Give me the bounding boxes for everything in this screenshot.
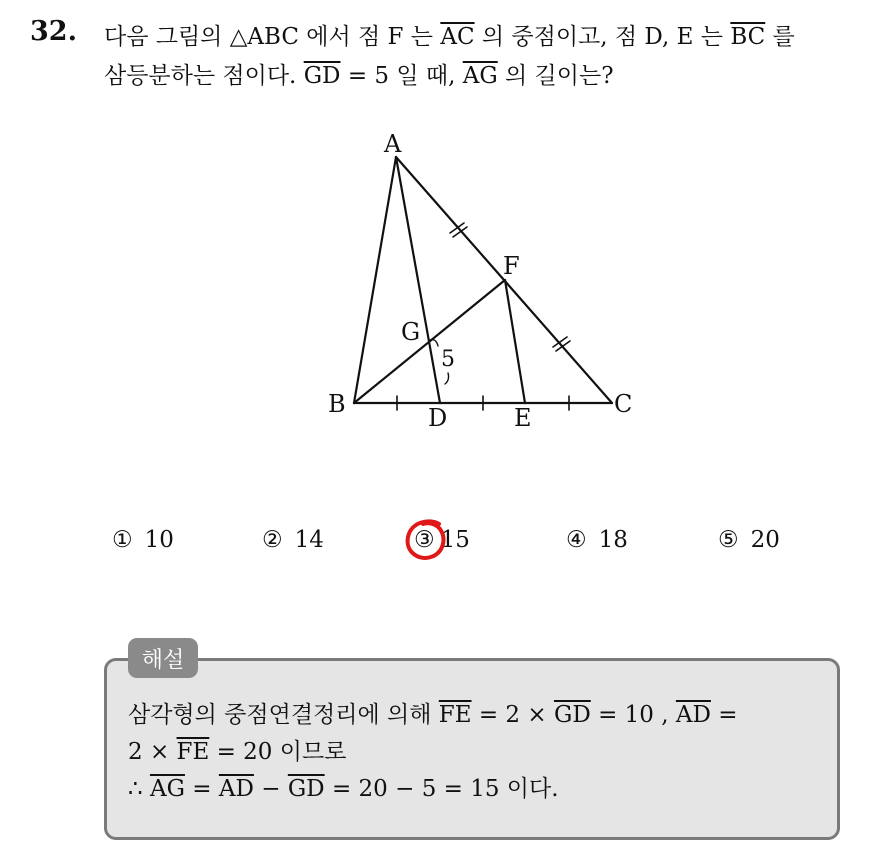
segment-fe: $\overline{FE}$ — [438, 702, 472, 728]
question-number: 32. — [30, 16, 77, 47]
choice-number: ② — [262, 527, 283, 553]
segment-ag: $\overline{AG}$ — [149, 776, 185, 802]
solution-tag: 해설 — [128, 638, 198, 678]
choice-2[interactable] — [262, 527, 324, 553]
choice-1[interactable] — [112, 527, 174, 553]
choice-number: ① — [112, 527, 133, 553]
text-span: 삼등분하는 점이다. — [104, 63, 304, 89]
label-g: G — [401, 318, 421, 346]
choice-value: 15 — [440, 527, 470, 553]
solution-line-2 — [128, 734, 828, 771]
length-brace — [445, 373, 449, 384]
text-span: = 5 일 때, — [340, 63, 463, 89]
text-span: 의 길이는? — [497, 63, 614, 89]
label-f: F — [503, 252, 520, 280]
label-a: A — [384, 130, 402, 158]
segment-ad: $\overline{AD}$ — [218, 776, 254, 802]
segment-ag: $\overline{AG}$ — [462, 63, 498, 89]
segment-ad: $\overline{AD}$ — [675, 702, 711, 728]
text-span: − — [253, 776, 288, 802]
segment-gd: $\overline{GD}$ — [553, 702, 591, 728]
text-span: 에서 점 F 는 — [298, 24, 441, 50]
text-span: 2 × — [128, 739, 177, 765]
solution-line-3 — [128, 771, 828, 808]
text-span: 삼각형의 중점연결정리에 의해 — [128, 702, 439, 728]
triangle-abc: △ABC — [229, 24, 299, 50]
label-b: B — [328, 390, 346, 418]
length-label: 5 — [441, 347, 455, 372]
segment-fe — [505, 280, 525, 403]
choice-number: ④ — [566, 527, 587, 553]
answer-circle-mark — [403, 517, 449, 563]
segment-ac: $\overline{AC}$ — [440, 24, 475, 50]
text-span: 를 — [765, 24, 795, 50]
choice-value: 18 — [598, 527, 628, 553]
text-span: = — [710, 702, 738, 728]
segment-bc: $\overline{BC}$ — [730, 24, 766, 50]
segment-gd: $\overline{GD}$ — [303, 63, 341, 89]
choice-5[interactable] — [718, 527, 780, 553]
choice-value: 10 — [144, 527, 174, 553]
text-span: = 20 이므로 — [209, 739, 347, 765]
text-span: = 2 × — [471, 702, 554, 728]
segment-bf — [354, 280, 505, 403]
segment-gd: $\overline{GD}$ — [287, 776, 325, 802]
segment-fe: $\overline{FE}$ — [176, 739, 210, 765]
choice-value: 20 — [750, 527, 780, 553]
label-e: E — [514, 404, 532, 432]
label-c: C — [614, 390, 633, 418]
choice-value: 14 — [294, 527, 324, 553]
segment-ad — [396, 157, 440, 403]
solution-line-1 — [128, 697, 828, 734]
text-span: = — [184, 776, 219, 802]
choice-number: ③ — [414, 527, 435, 553]
choice-number: ⑤ — [718, 527, 739, 553]
choice-4[interactable] — [566, 527, 628, 553]
text-span: ∴ — [128, 776, 150, 802]
text-span: 의 중점이고, 점 D, E 는 — [474, 24, 731, 50]
text-span: = 20 − 5 = 15 이다. — [324, 776, 559, 802]
text-span: = 10 , — [590, 702, 676, 728]
solution-text — [128, 697, 828, 808]
label-d: D — [428, 404, 448, 432]
text-span: 다음 그림의 — [104, 24, 230, 50]
side-ab — [354, 157, 396, 403]
